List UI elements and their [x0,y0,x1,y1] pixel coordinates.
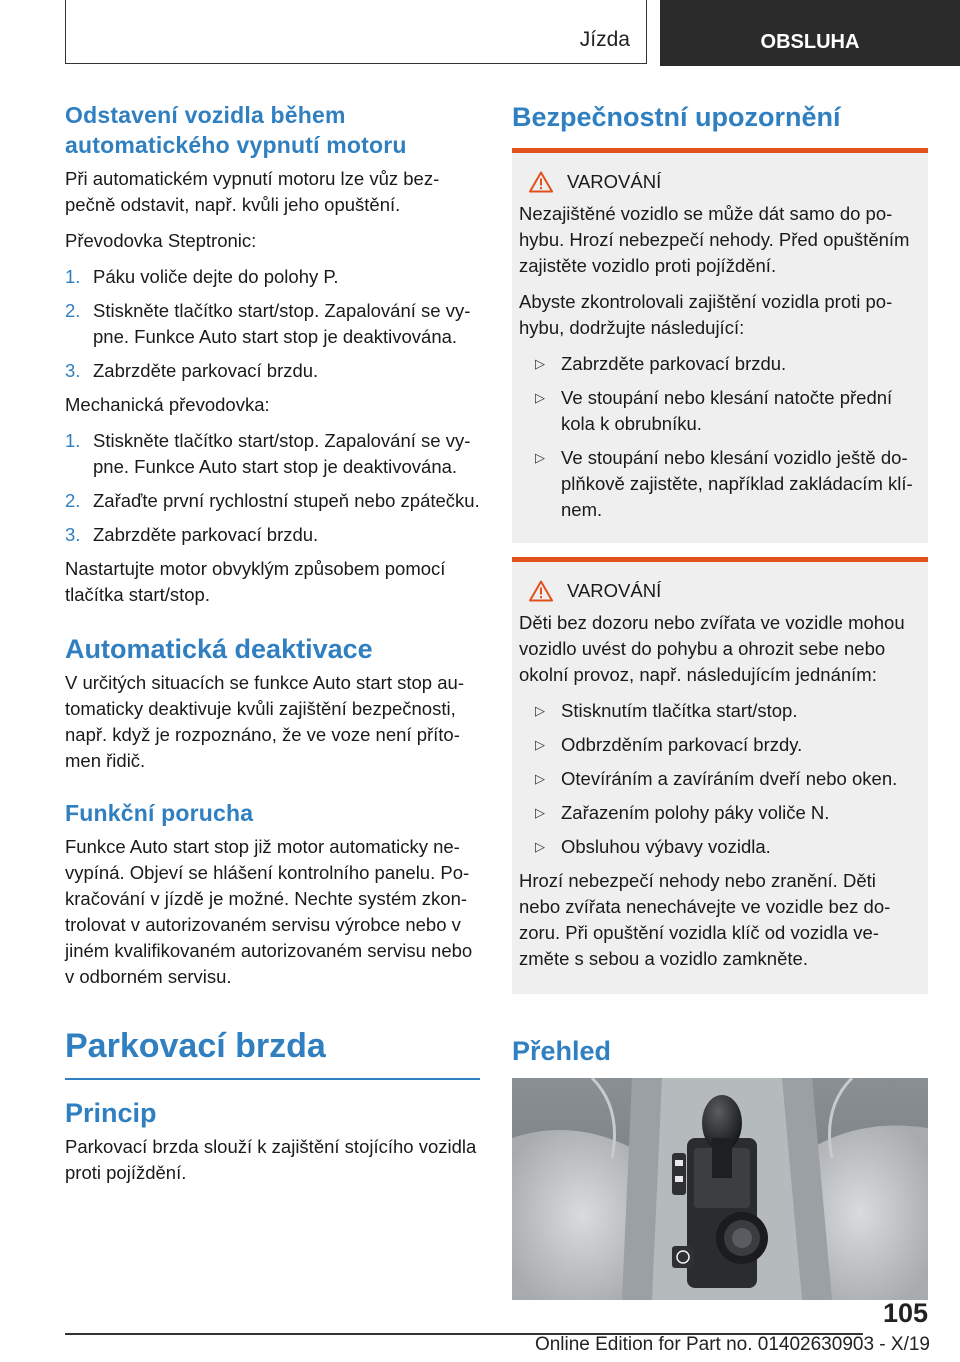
warning-list [519,698,920,860]
header-chapter-label: OBSLUHA [760,31,860,53]
bullet-triangle-icon: ▷ [535,356,545,371]
step-number: 2. [65,490,81,511]
warning-label: VAROVÁNÍ [567,171,662,192]
chapter-title-rule [65,1078,480,1080]
list-item-text: Ve stoupání nebo klesání natočte přední kola k obrubníku. [561,387,893,434]
parking-brake-console-photo [512,1078,928,1300]
list-item [519,445,920,523]
list-item [65,522,480,548]
section-title-odstaveni: Odstavení vozidla během automatického vypnutí motoru [65,102,407,158]
spacer [65,1000,480,1024]
header-chapter-tab [660,0,960,66]
header-section-label: Jízda [579,28,630,51]
warning-text: Hrozí nebezpečí nehody nebo zranění. Děti nebo zvířata nenechávejte ve vozidle bez dozoru. Při opuštění vozidla klíč od vozidla vezměte s sebou a vozidlo zamkněte. [519,870,891,969]
list-item [519,732,920,758]
warning-heading [519,580,920,602]
spacer [65,618,480,632]
list-item-text: Stisknutím tlačítka start/stop. [561,700,798,721]
step-number: 2. [65,300,81,321]
section-title-bezpecnostni-upozorneni: Bezpečnostní upozornění [512,102,841,132]
bullet-triangle-icon: ▷ [535,839,545,854]
section-title-automaticka-deaktivace: Automatická deaktivace [65,634,373,664]
bullet-triangle-icon: ▷ [535,390,545,405]
chapter-title-parkovaci-brzda: Parkovací brzda [65,1027,326,1065]
step-number: 1. [65,266,81,287]
right-column [512,100,928,1300]
list-item-text: Obsluhou výbavy vozidla. [561,836,771,857]
warning-triangle-icon [529,580,553,602]
warning-list [519,351,920,523]
step-text: Zařaďte první rychlostní stupeň nebo zpátečku. [93,490,480,511]
spacer [65,784,480,798]
list-item [65,358,480,384]
list-item-text: Zabrzděte parkovací brzdu. [561,353,787,374]
warning-triangle-icon [529,171,553,193]
page-number: 105 [882,1298,928,1328]
footer-edition: Online Edition for Part no. 01402630903 - X/19 [534,1334,930,1355]
list-item-text: Ve stoupání nebo klesání vozidlo ještě doplňkově zajistěte, například zakládacím klínem. [561,447,913,520]
step-text: Zabrzděte parkovací brzdu. [93,360,319,381]
list-item-text: Zařazením polohy páky voliče N. [561,802,830,823]
list-item [519,351,920,377]
paragraph: Parkovací brzda slouží k zajištění stojícího vozidla proti pojíždění. [65,1135,477,1183]
paragraph: Mechanická převodovka: [65,394,270,415]
warning-text: Abyste zkontrolovali zajištění vozidla proti pohybu, dodržujte následující: [519,291,893,338]
bullet-triangle-icon: ▷ [535,703,545,718]
warning-text: Děti bez dozoru nebo zvířata ve vozidle mohou vozidlo uvést do pohybu a ohrozit sebe nebo okolní provoz, např. následujícím jednáním: [519,612,905,685]
paragraph: V určitých situacích se funkce Auto start stop automaticky deaktivuje kvůli zajištění bezpečnosti, např. když je rozpoznáno, že ve voze není přítomen řidič. [65,672,464,771]
section-title-funkcni-porucha: Funkční porucha [65,800,254,826]
spacer [512,1008,928,1034]
left-column [65,100,480,1196]
step-text: Páku voliče dejte do polohy P. [93,266,339,287]
warning-heading [519,171,920,193]
bullet-triangle-icon: ▷ [535,450,545,465]
list-item-text: Odbrzděním parkovací brzdy. [561,734,803,755]
list-item [65,264,480,290]
list-item [519,834,920,860]
step-text: Zabrzděte parkovací brzdu. [93,524,319,545]
list-item [519,698,920,724]
list-item-text: Otevíráním a zavíráním dveří nebo oken. [561,768,898,789]
step-number: 1. [65,430,81,451]
step-text: Stiskněte tlačítko start/stop. Zapalování se vypne. Funkce Auto start stop je deaktivována. [93,430,471,477]
bullet-triangle-icon: ▷ [535,737,545,752]
warning-box [512,557,928,994]
manual-steps [65,428,480,548]
warning-label: VAROVÁNÍ [567,580,662,601]
section-title-princip: Princip [65,1097,157,1128]
paragraph: Převodovka Steptronic: [65,230,257,251]
list-item [519,385,920,437]
list-item [65,298,480,350]
warning-text: Nezajištěné vozidlo se může dát samo do pohybu. Hrozí nebezpečí nehody. Před opuštěním zajistěte vozidlo proti pojíždění. [519,203,910,276]
section-title-prehled: Přehled [512,1036,612,1066]
list-item [65,488,480,514]
header-frame [65,0,647,64]
step-text: Stiskněte tlačítko start/stop. Zapalování se vypne. Funkce Auto start stop je deaktivována. [93,300,471,347]
bullet-triangle-icon: ▷ [535,771,545,786]
warning-box [512,148,928,543]
list-item [519,800,920,826]
list-item [519,766,920,792]
bullet-triangle-icon: ▷ [535,805,545,820]
paragraph: Nastartujte motor obvyklým způsobem pomocí tlačítka start/stop. [65,558,446,605]
paragraph: Funkce Auto start stop již motor automaticky nevypíná. Objeví se hlášení kontrolního panelu. Pokračování v jízdě je možné. Nechte systém zkontrolovat v autorizovaném servisu výrobce nebo v jiném kvalifikovaném autorizovaném servisu nebo v odborném servisu. [65,836,473,987]
list-item [65,428,480,480]
steptronic-steps [65,264,480,384]
step-number: 3. [65,360,81,381]
step-number: 3. [65,524,81,545]
paragraph: Při automatickém vypnutí motoru lze vůz bezpečně odstavit, např. kvůli jeho opuštění. [65,168,440,215]
